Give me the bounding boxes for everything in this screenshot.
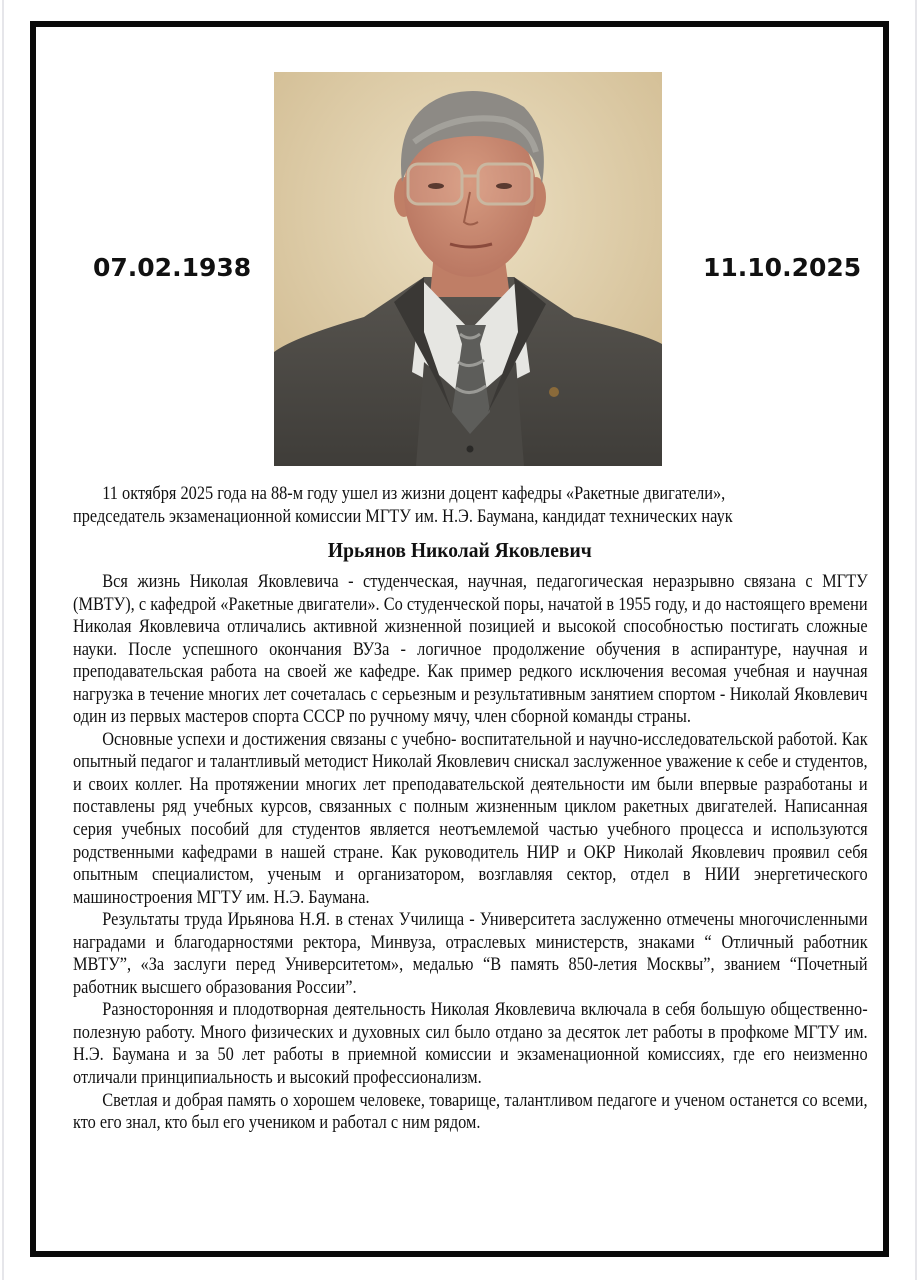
biography-paragraph-4: Разносторонняя и плодотворная деятельность Николая Яковлевича включала в себя большую общественно-полезную работу. Много физических и духовных сил было отдано за десяток лет работы в профкоме МГТУ им. Н.Э. Баумана и за 50 лет работы в приемной комиссии и экзаменационной комиссиях, где его неизменно отличали принципиальность и высокий профессионализм. [73,999,868,1089]
portrait-photo [274,72,662,466]
biography-paragraph-5: Светлая и добрая память о хорошем человеке, товарище, талантливом педагоге и ученом останется со всеми, кто его знал, кто был его учеником и работал с ним рядом. [73,1089,868,1134]
intro-line-1: 11 октября 2025 года на 88-м году ушел из жизни доцент кафедры «Ракетные двигатели», [102,483,726,504]
biography-paragraph-1: Вся жизнь Николая Яковлевича - студенческая, научная, педагогическая неразрывно связана с МГТУ (МВТУ), с кафедрой «Ракетные двигатели». Со студенческой поры, начатой в 1955 году, и до настоящего времени Николая Яковлевича отличались активной жизненной позицией и высокой способностью постигать сложные науки. После успешного окончания ВУЗа - логичное продолжение обучения в аспирантуре, научная и преподавательская работа на своей же кафедре. Как пример редкого исключения весомая учебная и научная нагрузка в течение многих лет сочеталась с серьезным и результативным занятием спортом - Николай Яковлевич один из первых мастеров спорта СССР по ручному мячу, член сборной команды страны. [73,571,868,728]
page-edge-right [915,0,917,1280]
biography-text [73,571,868,1135]
biography-paragraph-2: Основные успехи и достижения связаны с учебно- воспитательной и научно-исследовательской работой. Как опытный педагог и талантливый методист Николай Яковлевич снискал заслуженное уважение к себе и студентов, и своих коллег. На протяжении многих лет преподавательской деятельности им были впервые разработаны и поставлены ряд учебных курсов, связанных с полным жизненным циклом ракетных двигателей. Написанная серия учебных пособий для студентов является неотъемлемой частью учебного процесса и используются родственными кафедрами в нашей стране. Как руководитель НИР и ОКР Николай Яковлевич проявил себя опытным специалистом, ученым и организатором, возглавляя сектор, отдел в НИИ энергетического машиностроения МГТУ им. Н.Э. Баумана. [73,728,868,908]
intro-text [73,483,868,528]
portrait-lapel-pin [549,387,559,397]
portrait-photo-icon [274,72,662,466]
biography-paragraph-3: Результаты труда Ирьянова Н.Я. в стенах Училища - Университета заслуженно отмечены многочисленными наградами и благодарностями ректора, Минвуза, отраслевых министерств, знаками “ Отличный работник МВТУ”, «За заслуги перед Университетом», медалью “В память 850-летия Москвы”, званием “Почетный работник высшего образования России”. [73,909,868,998]
page-edge-left [2,0,4,1280]
person-name-heading [0,538,919,563]
birth-date: 07.02.1938 [93,253,252,282]
death-date: 11.10.2025 [703,253,862,282]
intro-line-2: председатель экзаменационной комиссии МГТУ им. Н.Э. Баумана, кандидат технических наук [73,505,733,527]
person-name: Ирьянов Николай Яковлевич [327,538,592,562]
